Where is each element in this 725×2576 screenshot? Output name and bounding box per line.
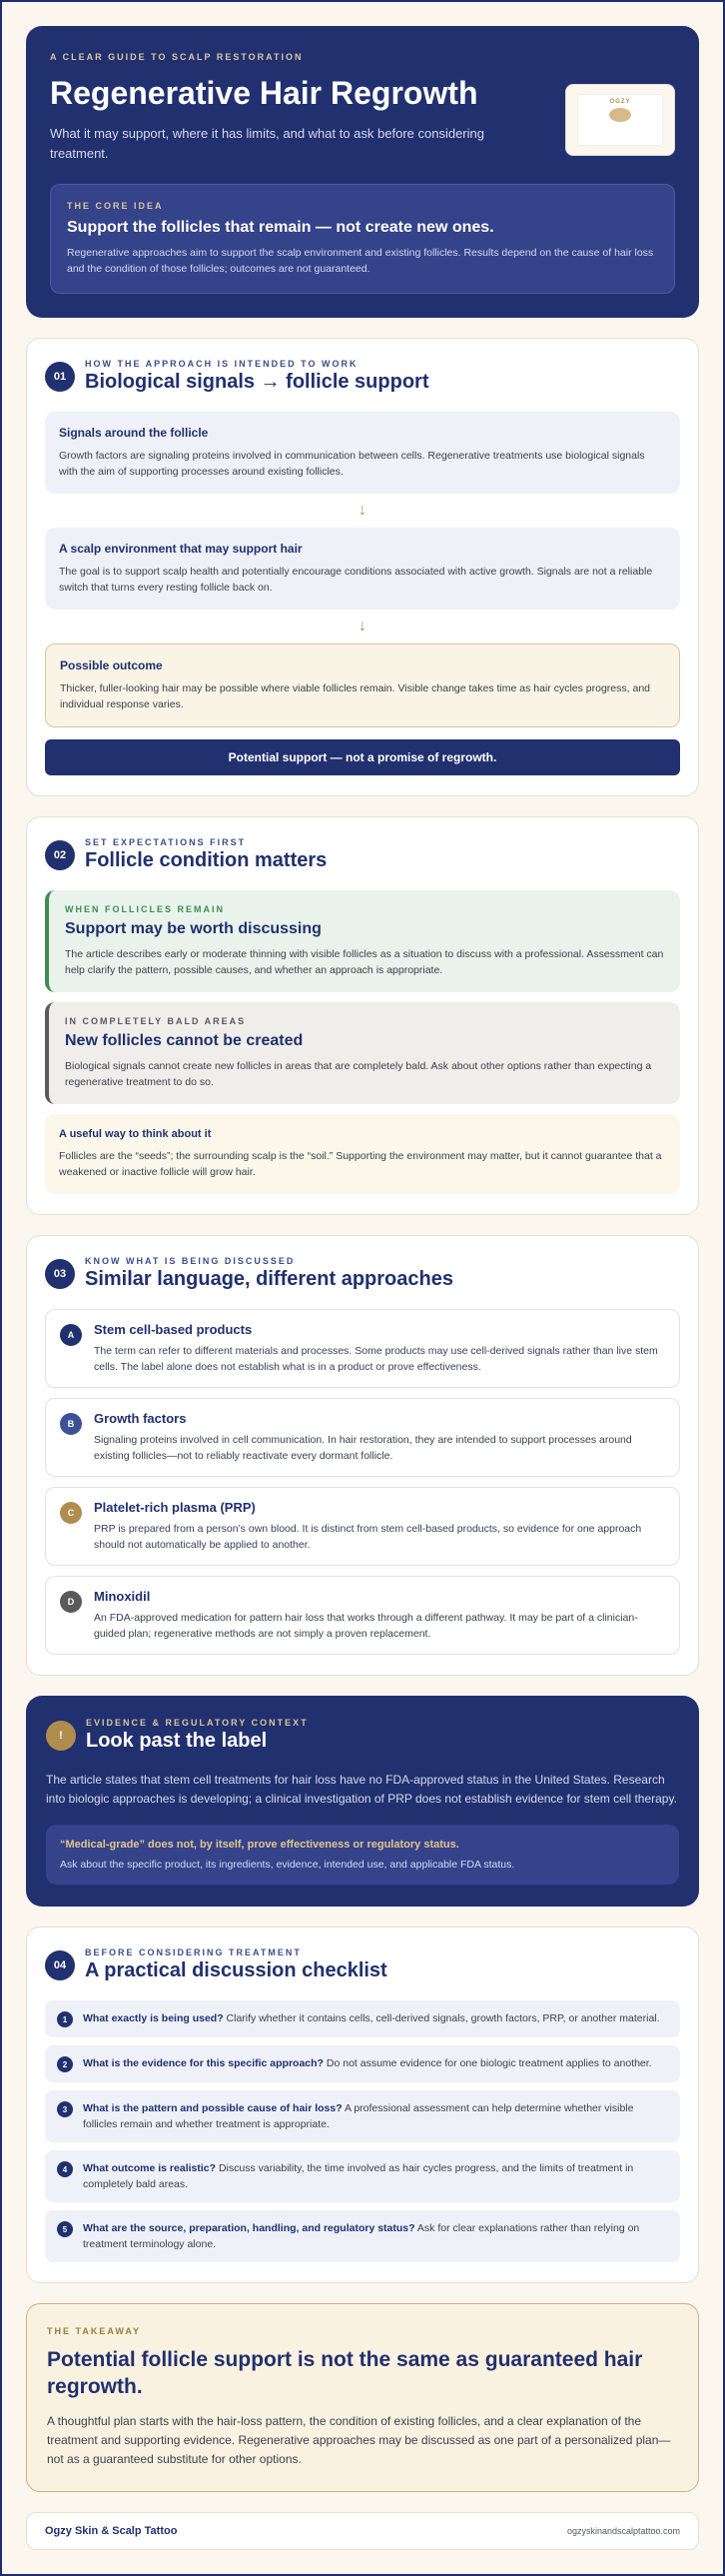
hero-eyebrow: A CLEAR GUIDE TO SCALP RESTORATION (50, 52, 304, 62)
section-header (46, 1718, 679, 1753)
step-card-outcome (45, 644, 680, 727)
checklist-number: 4 (57, 2161, 73, 2177)
section-eyebrow: HOW THE APPROACH IS INTENDED TO WORK (85, 359, 359, 369)
callout-eyebrow: IN COMPLETELY BALD AREAS (65, 1016, 247, 1026)
note-text: Ask about the specific product, its ingredients, evidence, intended use, and applicable FDA status. (60, 1859, 515, 1871)
approach-letter-badge: B (60, 1413, 82, 1435)
approach-item (45, 1309, 680, 1388)
section-title: Biological signals → follicle support (85, 371, 429, 393)
core-idea-box (50, 184, 675, 294)
note-title: “Medical-grade” does not, by itself, prove effectiveness or regulatory status. (60, 1839, 459, 1851)
warning-icon: ! (46, 1721, 76, 1751)
section-number: 02 (45, 840, 75, 870)
footer (26, 2512, 699, 2550)
approach-text: PRP is prepared from a person’s own blood. It is distinct from stem cell-based products, so evidence for one approach should not automatically be applied to another. (94, 1523, 642, 1551)
hero-lede: What it may support, where it has limits, and what to ask before considering treatment. (50, 126, 484, 161)
checklist-number: 3 (57, 2101, 73, 2117)
checklist-answer: Ask for clear explanations rather than relying on treatment terminology alone. (83, 2222, 640, 2250)
checklist-item (45, 2210, 680, 2262)
checklist-question: What is the pattern and possible cause of hair loss? (83, 2102, 343, 2114)
checklist-question: What exactly is being used? (83, 2012, 224, 2024)
callout-title: Support may be worth discussing (65, 920, 322, 937)
core-eyebrow: THE CORE IDEA (67, 201, 164, 211)
callout-follicles-remain (45, 890, 680, 992)
section-number: 03 (45, 1259, 75, 1289)
section-title: Similar language, different approaches (85, 1268, 453, 1290)
page (2, 2, 723, 2574)
section-header (45, 837, 680, 872)
page-title: Regenerative Hair Regrowth (50, 75, 478, 111)
section-title: A practical discussion checklist (85, 1959, 387, 1981)
step-card (45, 528, 680, 610)
takeaway-eyebrow: THE TAKEAWAY (47, 2326, 142, 2336)
checklist-question: What are the source, preparation, handling, and regulatory status? (83, 2222, 415, 2234)
section-approaches (26, 1235, 699, 1676)
checklist-answer: Do not assume evidence for one biologic treatment applies to another. (323, 2057, 652, 2069)
callout-text: The article describes early or moderate thinning with visible follicles as a situation to discuss with a professional. Assessment can help clarify the pattern, possible causes, and whether an approach is appropriate. (65, 948, 664, 976)
approach-title: Growth factors (94, 1411, 187, 1426)
approach-text: Signaling proteins involved in cell communication. In hair restoration, they are intended to support processes around existing follicles—not to reliably reactivate every dormant follicle. (94, 1434, 632, 1462)
takeaway-text: A thoughtful plan starts with the hair-loss pattern, the condition of existing follicles, and a clear explanation of the treatment and supporting evidence. Regenerative approaches may be discussed as one part of a personalized plan—not as a guaranteed substitute for other options. (47, 2414, 671, 2466)
approach-item (45, 1487, 680, 1566)
step-text: The goal is to support scalp health and potentially encourage conditions associated with active growth. Signals are not a reliable switch that turns every resting follicle back on. (59, 566, 653, 594)
section-evidence (26, 1696, 699, 1907)
checklist-question: What outcome is realistic? (83, 2162, 217, 2174)
approach-letter-badge: C (60, 1502, 82, 1524)
arrow-down-icon: ↓ (359, 502, 366, 519)
support-banner: Potential support — not a promise of regrowth. (45, 739, 680, 775)
approach-letter-badge: A (60, 1324, 82, 1346)
logo-mark-icon (609, 108, 631, 122)
section-header (45, 359, 680, 394)
step-text: Growth factors are signaling proteins involved in communication between cells. Regenerative treatments use biological signals with the aim of supporting processes around existing follicles. (59, 450, 645, 478)
callout-bald-areas (45, 1002, 680, 1104)
takeaway-title: Potential follicle support is not the same as guaranteed hair regrowth. (47, 2348, 643, 2398)
section-title: Look past the label (86, 1730, 268, 1752)
checklist-number: 1 (57, 2011, 73, 2027)
callout-title: New follicles cannot be created (65, 1032, 304, 1049)
checklist-item (45, 2045, 680, 2082)
note-text: Follicles are the “seeds”; the surrounding scalp is the “soil.” Supporting the environment may matter, but it cannot guarantee that a weakened or inactive follicle will grow hair. (59, 1150, 662, 1178)
note-title: A useful way to think about it (59, 1128, 212, 1140)
logo-text: OGZY (609, 99, 631, 105)
footer-website-link[interactable]: ogzyskinandscalptattoo.com (566, 2526, 680, 2536)
checklist-answer: Discuss variability, the time involved as hair cycles progress, and the limits of treatment in completely bald areas. (83, 2162, 634, 2190)
section-number: 04 (45, 1950, 75, 1980)
step-title: Signals around the follicle (59, 426, 209, 440)
brand-logo (565, 84, 675, 156)
checklist-item (45, 2150, 680, 2202)
section-title: Follicle condition matters (85, 849, 328, 871)
section-biological-signals (26, 338, 699, 796)
section-header (45, 1256, 680, 1291)
callout-eyebrow: WHEN FOLLICLES REMAIN (65, 904, 225, 914)
section-takeaway (26, 2303, 699, 2492)
step-title: Possible outcome (60, 658, 163, 672)
checklist-number: 2 (57, 2056, 73, 2072)
section-header (45, 1947, 680, 1982)
footer-brand: Ogzy Skin & Scalp Tattoo (45, 2525, 178, 2537)
core-title: Support the follicles that remain — not create new ones. (67, 219, 494, 236)
checklist-item (45, 2000, 680, 2037)
checklist-item (45, 2090, 680, 2142)
approach-title: Platelet-rich plasma (PRP) (94, 1500, 256, 1515)
checklist-answer: Clarify whether it contains cells, cell-derived signals, growth factors, PRP, or another material. (223, 2012, 660, 2024)
section-follicle-condition (26, 816, 699, 1215)
hero (26, 26, 699, 318)
step-card (45, 412, 680, 494)
checklist-number: 5 (57, 2221, 73, 2237)
evidence-text: The article states that stem cell treatments for hair loss have no FDA-approved status in the United States. Research into biologic approaches is developing; a clinical investigation of PRP does not establish evidence for stem cell therapy. (46, 1773, 677, 1806)
step-title: A scalp environment that may support hair (59, 542, 303, 556)
section-eyebrow: EVIDENCE & REGULATORY CONTEXT (86, 1718, 309, 1728)
approach-title: Stem cell-based products (94, 1322, 253, 1337)
section-eyebrow: SET EXPECTATIONS FIRST (85, 837, 247, 847)
approach-item (45, 1398, 680, 1477)
approach-text: An FDA-approved medication for pattern hair loss that works through a different pathway. It may be part of a clinician-guided plan; regenerative methods are not simply a proven replacement. (94, 1612, 638, 1640)
medical-grade-note (46, 1825, 679, 1885)
callout-text: Biological signals cannot create new follicles in areas that are completely bald. Ask about other options rather than expecting a regenerative treatment to do so. (65, 1060, 652, 1088)
approach-letter-badge: D (60, 1591, 82, 1613)
section-eyebrow: BEFORE CONSIDERING TREATMENT (85, 1947, 302, 1957)
approach-title: Minoxidil (94, 1589, 151, 1604)
analogy-note (45, 1114, 680, 1194)
arrow-down-icon: ↓ (359, 618, 366, 635)
core-text: Regenerative approaches aim to support the scalp environment and existing follicles. Results depend on the cause of hair loss and the condition of those follicles; outcomes are not guaranteed. (67, 247, 654, 275)
approach-item (45, 1576, 680, 1655)
section-eyebrow: KNOW WHAT IS BEING DISCUSSED (85, 1256, 296, 1266)
approach-text: The term can refer to different materials and processes. Some products may use cell-derived signals rather than live stem cells. The label alone does not establish what is in a product or prove effectiveness. (94, 1345, 658, 1373)
checklist-answer: A professional assessment can help determine whether visible follicles remain and whether treatment is appropriate. (83, 2102, 634, 2130)
section-checklist (26, 1927, 699, 2283)
section-number: 01 (45, 362, 75, 392)
checklist-question: What is the evidence for this specific approach? (83, 2057, 324, 2069)
step-text: Thicker, fuller-looking hair may be possible where viable follicles remain. Visible change takes time as hair cycles progress, and individual response varies. (60, 682, 650, 710)
